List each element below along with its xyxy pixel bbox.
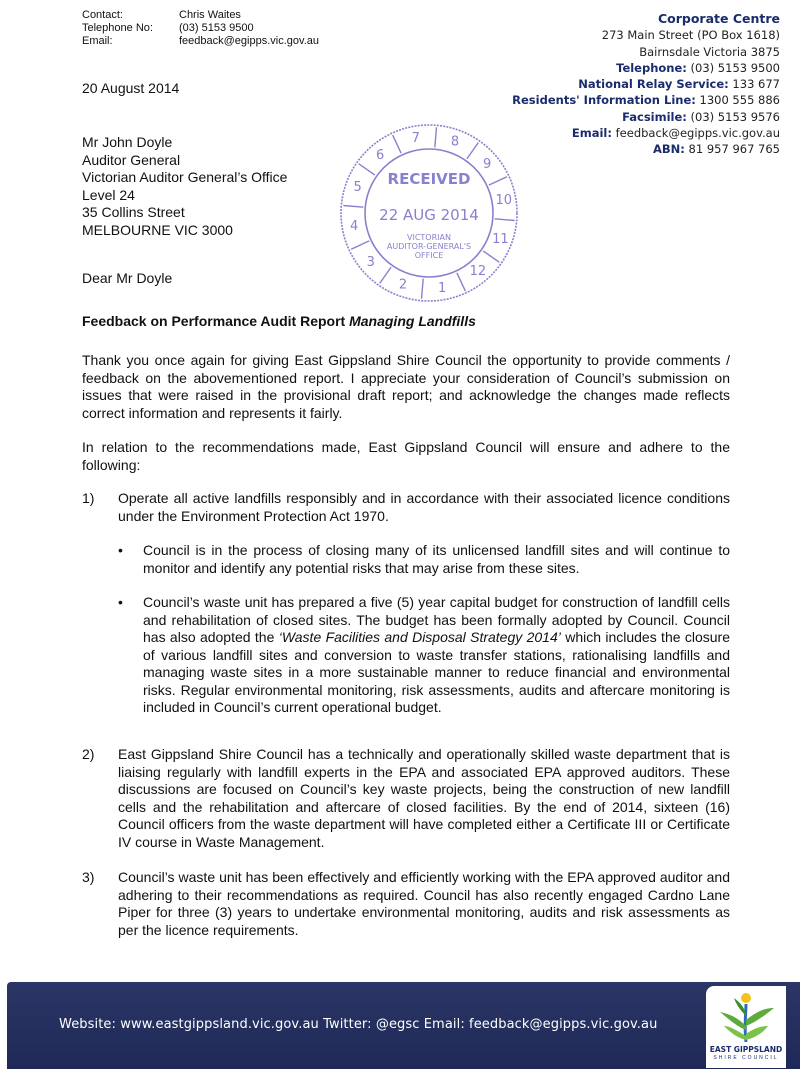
stamp-number: 11 <box>492 232 509 247</box>
stamp-number: 12 <box>469 264 487 280</box>
council-logo-icon <box>706 986 786 1046</box>
stamp-number: 7 <box>411 131 420 147</box>
stamp-number: 1 <box>438 280 447 296</box>
logo-subtitle: SHIRE COUNCIL <box>713 1055 779 1061</box>
corporate-email-value: feedback@egipps.vic.gov.au <box>611 126 780 141</box>
stamp-tick <box>351 241 369 249</box>
list-item-text: East Gippsland Shire Council has a technically and operationally skilled waste department that is liaising regularly with landfill experts in the EPA and associated EPA approved auditors. These discussions are focused on Council’s key waste projects, being the construction of new landfill cells and the rehabilitation and aftercare of closed facilities. By the end of 2014, sixteen (16) Council officers from the waste department will have completed either a Certificate III or Certificate IV course in Waste Management. <box>118 746 730 850</box>
recipient-line: 35 Collins Street <box>82 204 185 220</box>
corporate-city: Bairnsdale Victoria 3875 <box>639 44 780 59</box>
list-item-2 <box>82 746 730 851</box>
stamp-number: 2 <box>398 277 408 293</box>
stamp-tick <box>489 177 507 185</box>
bullet-icon: • <box>118 594 123 610</box>
bullet-text-b: which includes the closure of various landfill sites and conversion to waste transfer stations, rationalising landfills and managing waste sites in a more sustainable manner to reduce financial and environmental risks. Regular environmental monitoring, risk assessments, audits and aftercare monitoring is included in Council’s current operational budget. <box>143 629 730 715</box>
stamp-number: 6 <box>375 147 385 163</box>
stamp-tick <box>359 164 375 175</box>
contact-block <box>82 9 319 48</box>
stamp-tick <box>393 135 401 153</box>
stamp-tick <box>343 206 363 208</box>
stamp-received: RECEIVED <box>387 170 471 188</box>
stamp-tick <box>467 143 478 159</box>
paragraph-relation: In relation to the recommendations made, East Gippsland Council will ensure and adhere to the following: <box>82 439 730 473</box>
corporate-fax-label: Facsimile: <box>622 109 687 124</box>
bullet-text <box>143 594 730 717</box>
recipient-line: Auditor General <box>82 151 181 168</box>
subject-prefix: Feedback on Performance Audit Report <box>82 313 350 329</box>
telephone-value: (03) 5153 9500 <box>179 22 254 34</box>
council-logo <box>706 986 786 1068</box>
logo-name: EAST GIPPSLAND <box>709 1045 783 1054</box>
stamp-number: 4 <box>350 219 359 235</box>
email-value: feedback@egipps.vic.gov.au <box>179 35 319 47</box>
stamp-tick <box>380 267 391 283</box>
contact-name: Chris Waites <box>179 9 241 21</box>
stamp-org-2: AUDITOR-GENERAL'S <box>386 242 472 251</box>
paragraph-intro: Thank you once again for giving East Gippsland Shire Council the opportunity to provide comments / feedback on the abovementioned report. I appreciate your consideration of Council’s submission on issues that were raised in the provisional draft report; and acknowledge the changes made reflects correct information and represents it fairly. <box>82 352 730 421</box>
stamp-org-1: VICTORIAN <box>407 233 451 242</box>
footer-text: Website: www.eastgippsland.vic.gov.au Twitter: @egsc Email: feedback@egipps.vic.gov.au <box>59 1017 658 1032</box>
stamp-number: 8 <box>450 134 460 150</box>
list-item-text: Operate all active landfills responsibly and in accordance with their associated licence conditions under the Environment Protection Act 1970. <box>118 490 730 524</box>
stamp-tick <box>457 273 465 291</box>
corporate-fax-value: (03) 5153 9576 <box>686 109 780 124</box>
telephone-label: Telephone No: <box>82 22 153 34</box>
list-item-1 <box>82 490 730 525</box>
stamp-tick <box>435 127 437 147</box>
corporate-relay-label: National Relay Service: <box>578 77 729 92</box>
corporate-street: 273 Main Street (PO Box 1618) <box>601 28 780 43</box>
stamp-tick <box>495 219 515 221</box>
stamp-org-3: OFFICE <box>414 251 444 260</box>
stamp-number: 3 <box>366 254 375 270</box>
bullet-text-a: Council’s waste unit has prepared a five (5) year capital budget for construction of landfill cells and rehabilitation of closed sites. The budget has been formally adopted by Council. Council has also adopted the <box>143 594 730 645</box>
corporate-telephone-label: Telephone: <box>616 60 687 75</box>
corporate-telephone <box>512 60 780 76</box>
corporate-residents-value: 1300 555 886 <box>695 93 780 108</box>
bullet-item-2 <box>118 594 730 717</box>
list-item-3 <box>82 869 730 939</box>
corporate-centre-block <box>512 11 780 158</box>
footer-bar <box>7 982 800 1069</box>
corporate-residents <box>512 92 780 108</box>
corporate-email <box>512 125 780 141</box>
list-item-text: Council’s waste unit has been effectively and efficiently working with the EPA approved auditor and adhering to their recommendations as required. Council has also recently engaged Cardno Lane Piper for three (3) years to undertake environmental monitoring, audits and risk assessments as per the licence requirements. <box>118 869 730 938</box>
contact-label: Contact: <box>82 9 123 21</box>
stamp-number: 10 <box>495 192 513 208</box>
received-stamp <box>338 122 520 304</box>
email-label: Email: <box>82 35 113 47</box>
corporate-abn-value: 81 957 967 765 <box>684 142 780 157</box>
recipient-line: Level 24 <box>82 186 135 203</box>
corporate-residents-label: Residents' Information Line: <box>512 93 696 108</box>
list-number: 3) <box>82 869 95 885</box>
list-number: 1) <box>82 490 95 506</box>
corporate-fax <box>512 109 780 125</box>
bullet-item-1 <box>118 542 730 577</box>
salutation: Dear Mr Doyle <box>82 270 173 286</box>
stamp-date: 22 AUG 2014 <box>379 206 479 224</box>
bullet-icon: • <box>118 542 123 558</box>
recipient-line: Mr John Doyle <box>82 134 173 150</box>
corporate-relay <box>512 76 780 92</box>
corporate-telephone-value: (03) 5153 9500 <box>686 60 780 75</box>
bullet-text: Council is in the process of closing many of its unlicensed landfill sites and will continue to monitor and identify any potential risks that may arise from these sites. <box>143 542 730 576</box>
stamp-tick <box>422 279 424 299</box>
stamp-number: 9 <box>483 157 492 173</box>
stamp-number: 5 <box>353 180 362 195</box>
corporate-relay-value: 133 677 <box>728 77 780 92</box>
letter-date: 20 August 2014 <box>82 80 180 96</box>
recipient-line: MELBOURNE VIC 3000 <box>82 221 233 238</box>
list-number: 2) <box>82 746 95 762</box>
corporate-abn-label: ABN: <box>653 142 685 157</box>
recipient-line: Victorian Auditor General’s Office <box>82 169 288 185</box>
subject-title: Managing Landfills <box>349 313 476 329</box>
corporate-abn <box>512 141 780 157</box>
corporate-email-label: Email: <box>571 126 612 141</box>
bullet-text-italic: ‘Waste Facilities and Disposal Strategy 2014’ <box>278 629 561 645</box>
stamp-tick <box>483 251 499 262</box>
subject-line <box>82 313 476 329</box>
corporate-title: Corporate Centre <box>657 11 780 26</box>
recipient-address <box>82 134 287 239</box>
